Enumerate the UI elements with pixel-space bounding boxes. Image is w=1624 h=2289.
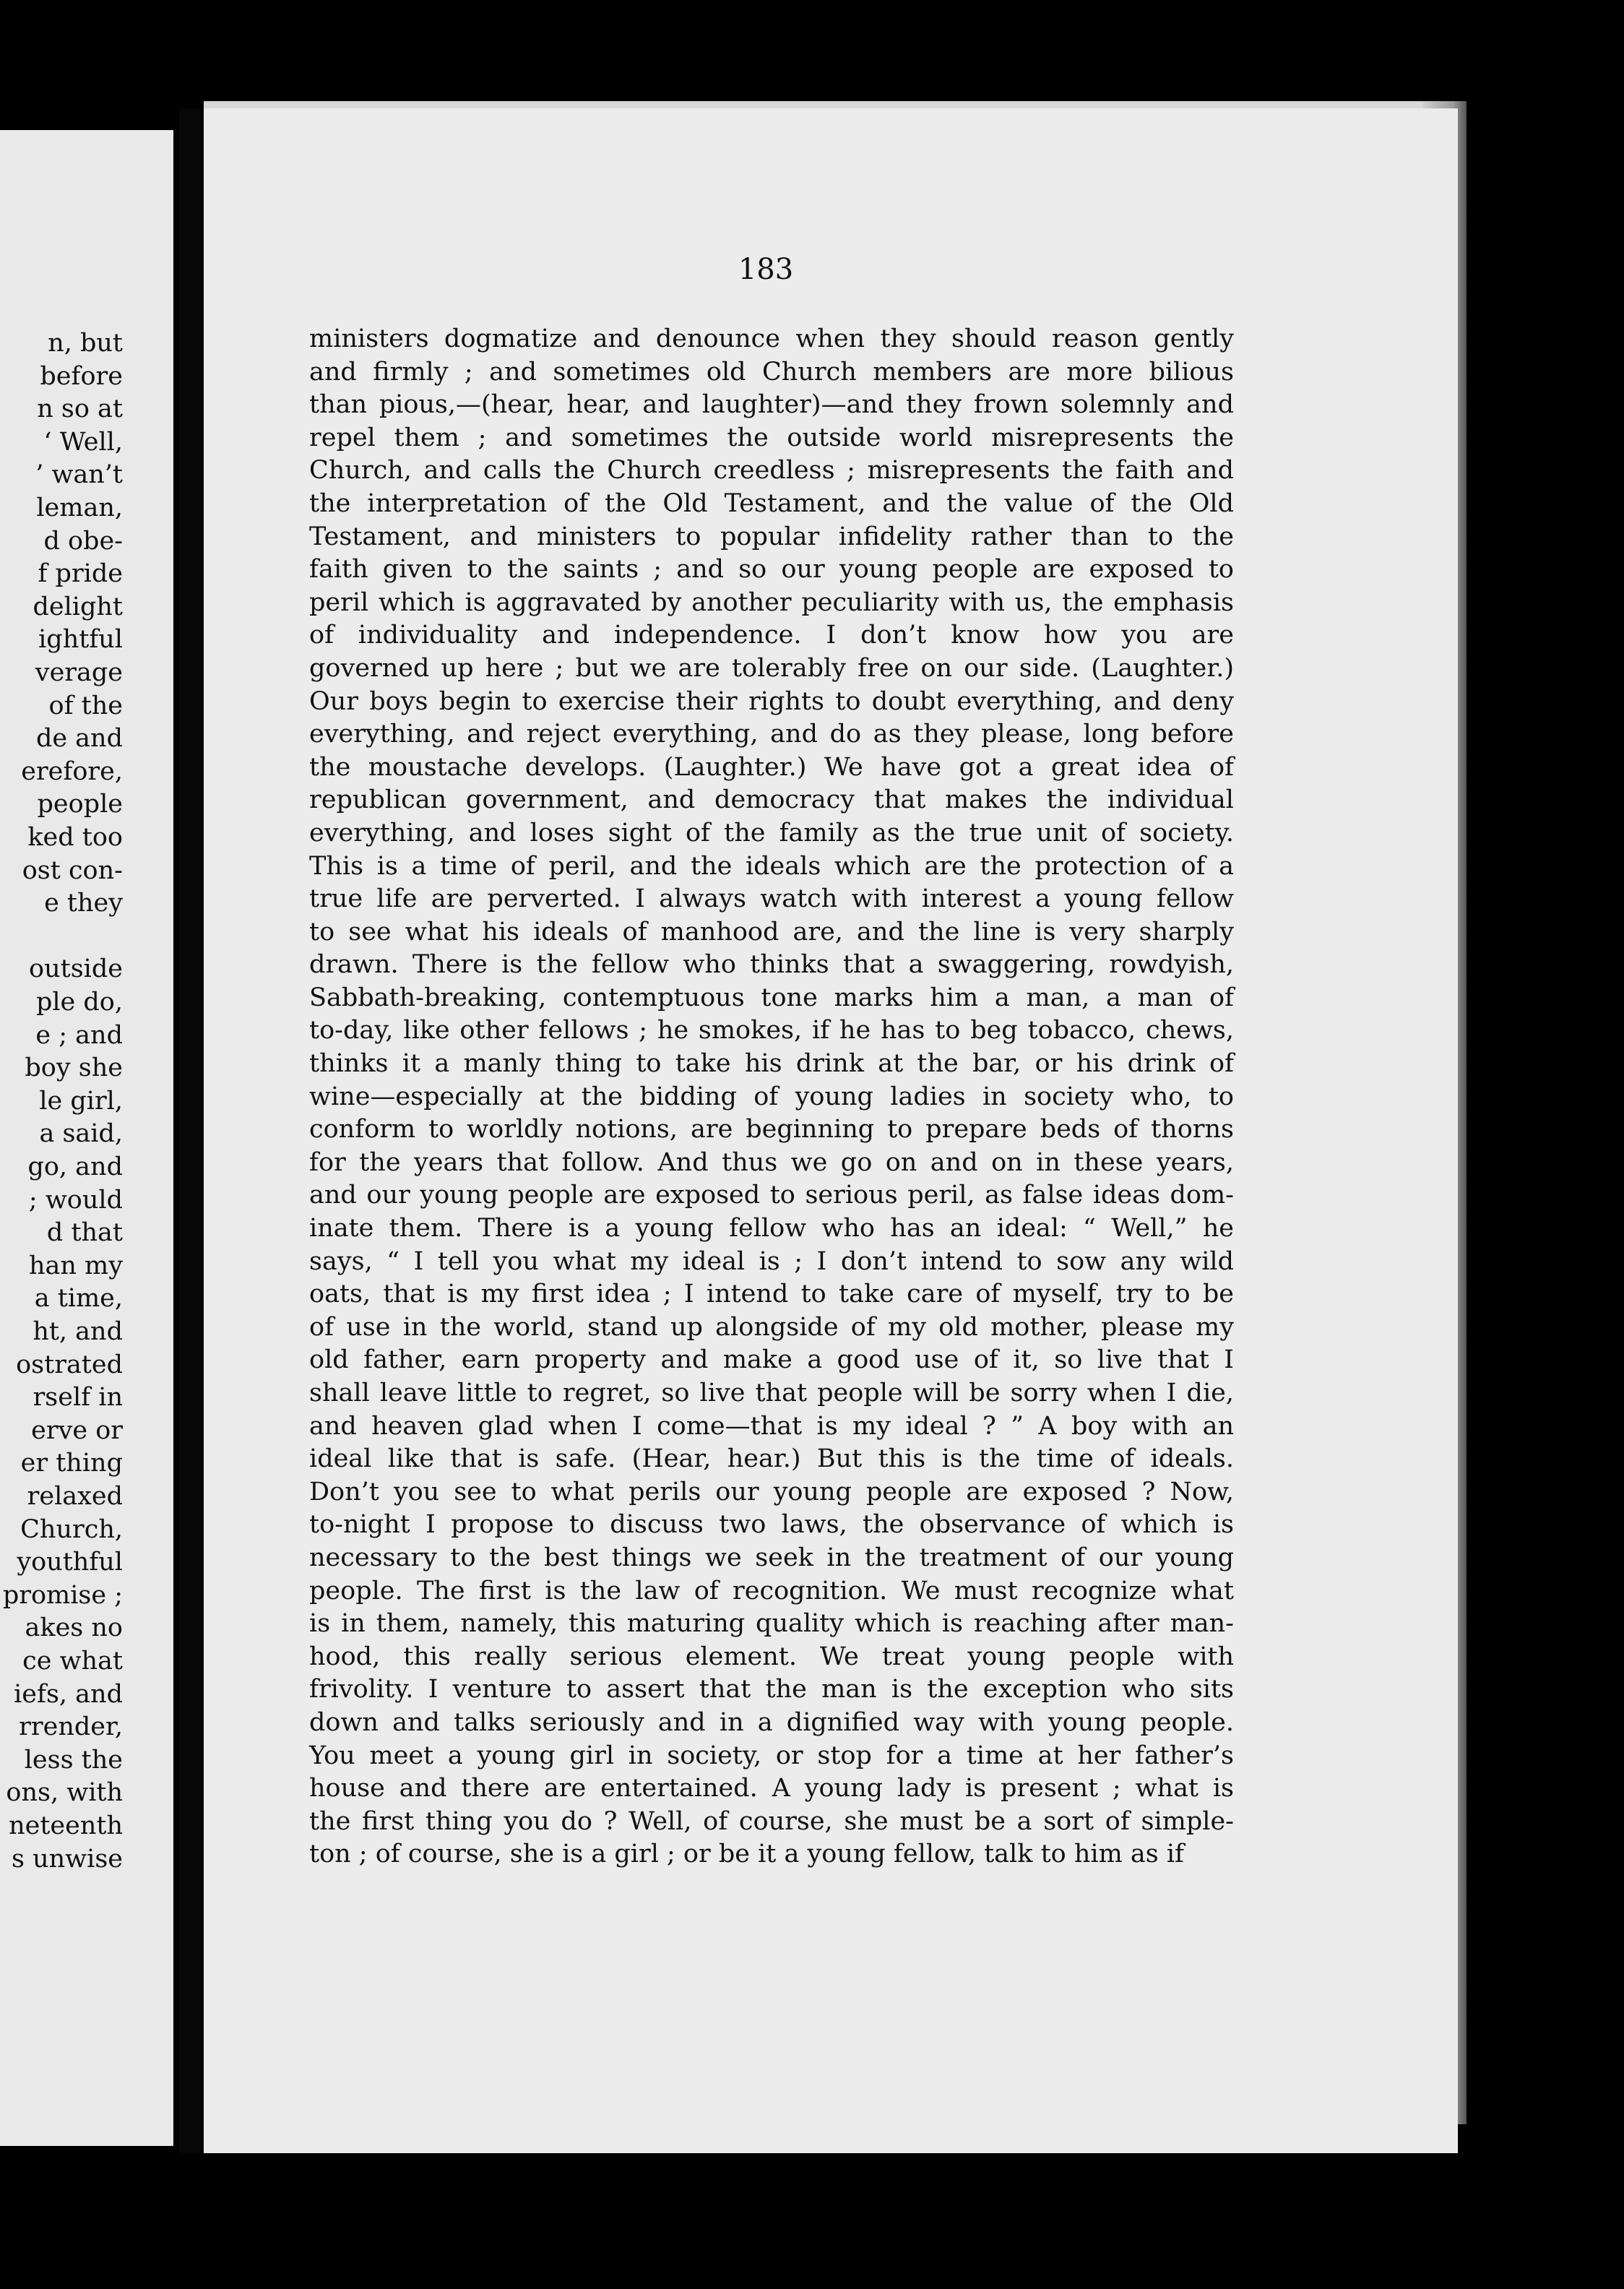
left-page-line: youthful bbox=[17, 1548, 123, 1577]
text-line: wine—especially at the bidding of young ladies in society who, to bbox=[309, 1082, 1234, 1111]
left-page-line: ostrated bbox=[16, 1350, 123, 1379]
left-page-line: people bbox=[37, 790, 123, 819]
left-page-line: before bbox=[40, 361, 123, 391]
text-line: is in them, namely, this maturing quality which is reaching after man- bbox=[309, 1609, 1234, 1639]
text-line: Church, and calls the Church creedless ; misrepresents the faith and bbox=[309, 456, 1234, 486]
text-line: of individuality and independence. I don’t know how you are bbox=[309, 621, 1234, 650]
body-text bbox=[309, 323, 1234, 1871]
left-page-line: iefs, and bbox=[14, 1679, 123, 1709]
text-line: the moustache develops. (Laughter.) We have got a great idea of bbox=[309, 752, 1234, 782]
text-line: Our boys begin to exercise their rights to doubt everything, and deny bbox=[309, 686, 1234, 716]
left-page-line: erefore, bbox=[21, 756, 123, 786]
left-page-line: e they bbox=[44, 889, 123, 918]
text-line: says, “ I tell you what my ideal is ; I don’t intend to sow any wild bbox=[309, 1246, 1234, 1276]
left-page-line: ‘ Well, bbox=[43, 427, 123, 457]
left-page-line: ightful bbox=[38, 625, 123, 655]
left-page-line: er thing bbox=[20, 1449, 123, 1478]
left-page-line: ; would bbox=[28, 1185, 123, 1215]
left-page-line: d that bbox=[46, 1218, 123, 1248]
left-page-line: n, but bbox=[48, 329, 123, 358]
left-page-line: f pride bbox=[38, 559, 123, 589]
left-page-line: neteenth bbox=[9, 1811, 123, 1840]
text-line: to-night I propose to discuss two laws, the observance of which is bbox=[309, 1510, 1234, 1540]
text-line: Testament, and ministers to popular infidelity rather than to the bbox=[309, 522, 1234, 551]
text-line: Sabbath-breaking, contemptuous tone marks him a man, a man of bbox=[309, 983, 1234, 1012]
text-line: oats, that is my first idea ; I intend to take care of myself, try to be bbox=[309, 1280, 1234, 1309]
text-line: true life are perverted. I always watch with interest a young fellow bbox=[309, 884, 1234, 914]
text-line: conform to worldly notions, are beginning to prepare beds of thorns bbox=[309, 1115, 1234, 1144]
text-line: the first thing you do ? Well, of course, she must be a sort of simple- bbox=[309, 1806, 1234, 1836]
left-page-line: relaxed bbox=[27, 1482, 123, 1511]
text-line: everything, and reject everything, and do as they please, long before bbox=[309, 720, 1234, 749]
left-page-line: outside bbox=[29, 954, 123, 984]
text-line: ideal like that is safe. (Hear, hear.) But this is the time of ideals. bbox=[309, 1444, 1234, 1474]
left-page-line: erve or bbox=[31, 1415, 123, 1445]
left-page-line: delight bbox=[33, 592, 123, 621]
left-page-line: ce what bbox=[22, 1647, 123, 1676]
text-line: and heaven glad when I come—that is my ideal ? ” A boy with an bbox=[309, 1411, 1234, 1441]
left-page-line: verage bbox=[35, 658, 123, 687]
text-line: everything, and loses sight of the family as the true unit of society. bbox=[309, 818, 1234, 848]
text-line: repel them ; and sometimes the outside world misrepresents the bbox=[309, 423, 1234, 452]
left-page-line: promise ; bbox=[2, 1580, 123, 1610]
left-page-line: le girl, bbox=[39, 1086, 123, 1116]
text-line: frivolity. I venture to assert that the man is the exception who sits bbox=[309, 1675, 1234, 1704]
left-page-line: ked too bbox=[27, 823, 123, 852]
text-line: ministers dogmatize and denounce when they should reason gently bbox=[309, 324, 1234, 353]
left-page-line: ons, with bbox=[6, 1778, 123, 1808]
text-line: republican government, and democracy that makes the individual bbox=[309, 785, 1234, 815]
text-line: house and there are entertained. A young lady is present ; what is bbox=[309, 1774, 1234, 1803]
left-page-line: han my bbox=[28, 1251, 123, 1280]
page-number: 183 bbox=[738, 253, 794, 286]
text-line: to see what his ideals of manhood are, and the line is very sharply bbox=[309, 917, 1234, 947]
left-page-line: of the bbox=[48, 691, 123, 720]
text-line: drawn. There is the fellow who thinks that a swaggering, rowdyish, bbox=[309, 950, 1234, 980]
left-page-line: go, and bbox=[27, 1152, 123, 1181]
left-page-line: n so at bbox=[37, 395, 123, 424]
text-line: hood, this really serious element. We treat young people with bbox=[309, 1642, 1234, 1671]
text-line: of use in the world, stand up alongside of my old mother, please my bbox=[309, 1312, 1234, 1342]
left-page-line: e ; and bbox=[35, 1020, 123, 1050]
text-line: for the years that follow. And thus we go on and on in these years, bbox=[309, 1147, 1234, 1177]
left-page-line: a time, bbox=[34, 1284, 123, 1314]
book-gutter bbox=[179, 108, 201, 2153]
left-page-line: ple do, bbox=[35, 988, 123, 1017]
left-page-line: d obe- bbox=[43, 526, 123, 556]
text-line: peril which is aggravated by another peculiarity with us, the emphasis bbox=[309, 587, 1234, 617]
left-page-line: akes no bbox=[25, 1613, 123, 1643]
text-line: to-day, like other fellows ; he smokes, if he has to beg tobacco, chews, bbox=[309, 1016, 1234, 1046]
left-page-line: a said, bbox=[39, 1119, 123, 1149]
text-line: ton ; of course, she is a girl ; or be it a young fellow, talk to him as if bbox=[309, 1840, 1184, 1869]
left-page-line: de and bbox=[35, 724, 123, 754]
text-line: people. The first is the law of recognition. We must recognize what bbox=[309, 1576, 1234, 1605]
text-line: inate them. There is a young fellow who has an ideal: “ Well,” he bbox=[309, 1214, 1234, 1243]
text-line: You meet a young girl in society, or stop for a time at her father’s bbox=[309, 1741, 1234, 1770]
text-line: the interpretation of the Old Testament, and the value of the Old bbox=[309, 488, 1234, 518]
text-line: shall leave little to regret, so live that people will be sorry when I die, bbox=[309, 1379, 1234, 1408]
text-line: necessary to the best things we seek in the treatment of our young bbox=[309, 1543, 1234, 1572]
left-page-line: ht, and bbox=[33, 1317, 123, 1346]
left-page-line: ost con- bbox=[22, 855, 123, 885]
text-line: governed up here ; but we are tolerably free on our side. (Laughter.) bbox=[309, 653, 1234, 683]
left-page-line: rself in bbox=[33, 1383, 123, 1413]
text-line: than pious,—(hear, hear, and laughter)—and they frown solemnly and bbox=[309, 390, 1234, 420]
text-line: old father, earn property and make a good use of it, so live that I bbox=[309, 1345, 1234, 1375]
text-line: This is a time of peril, and the ideals which are the protection of a bbox=[309, 851, 1234, 881]
text-line: faith given to the saints ; and so our young people are exposed to bbox=[309, 555, 1234, 585]
text-line: Don’t you see to what perils our young people are exposed ? Now, bbox=[309, 1477, 1234, 1506]
left-page-line: leman, bbox=[36, 493, 123, 522]
left-page-line: Church, bbox=[20, 1514, 123, 1544]
left-facing-page bbox=[0, 130, 173, 2146]
left-page-line: rrender, bbox=[19, 1712, 123, 1742]
text-line: down and talks seriously and in a dignified way with young people. bbox=[309, 1707, 1234, 1737]
text-line: and our young people are exposed to serious peril, as false ideas dom- bbox=[309, 1181, 1234, 1210]
text-line: thinks it a manly thing to take his drink at the bar, or his drink of bbox=[309, 1049, 1234, 1079]
left-page-line: less the bbox=[24, 1745, 123, 1775]
left-page-line: boy she bbox=[25, 1053, 123, 1083]
left-page-line: ’ wan’t bbox=[35, 460, 123, 490]
text-line: and firmly ; and sometimes old Church members are more bilious bbox=[309, 357, 1234, 387]
left-page-line: s unwise bbox=[12, 1844, 123, 1874]
